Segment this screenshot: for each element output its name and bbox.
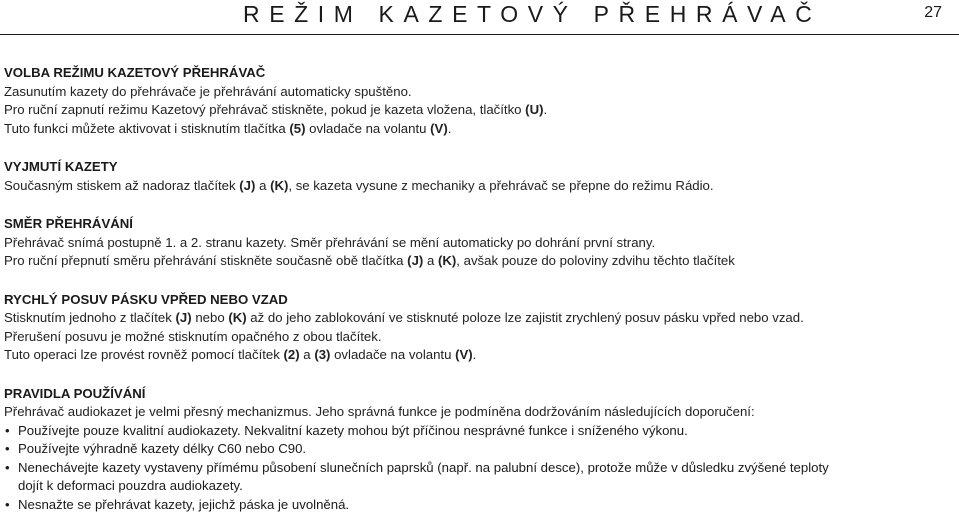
button-reference: (K) <box>270 177 289 193</box>
section-volba <box>4 64 956 138</box>
button-reference: (J) <box>175 310 192 325</box>
button-reference: (V) <box>455 347 473 362</box>
list-item <box>4 440 956 459</box>
list-item <box>4 496 956 515</box>
list-item <box>4 422 956 441</box>
text-run: , se kazeta vysune z mechaniky a přehrávač se přepne do režimu Rádio. <box>288 177 714 193</box>
paragraph-line: Přerušení posuvu je možné stisknutím opačného z obou tlačítek. <box>4 328 382 344</box>
text-run: až do jeho zablokování ve stisknuté poloze lze zajistit zrychlený posuv pásku vpřed nebo vzad. <box>246 310 804 325</box>
paragraph-line <box>4 309 956 328</box>
paragraph-line <box>4 101 956 120</box>
text-run: Pro ruční přepnutí směru přehrávání stiskněte současně obě tlačítka <box>4 253 408 268</box>
section-vyjmuti <box>4 158 956 195</box>
button-reference: (2) <box>283 347 300 362</box>
text-run: Pro ruční zapnutí režimu Kazetový přehrávač stiskněte, pokud je kazeta vložena, tlačítko <box>4 102 526 117</box>
list-item-text: • Používejte výhradně kazety délky C60 nebo C90. <box>18 441 307 456</box>
section-heading: SMĚR PŘEHRÁVÁNÍ <box>4 216 133 231</box>
page-header <box>0 0 959 35</box>
paragraph-line <box>4 252 956 271</box>
text-run: ovladače na volantu <box>330 347 456 362</box>
list-item-text: • Nenechávejte kazety vystaveny přímému působení slunečních paprsků (např. na palubní desce), protože může v důsledku zvýšené teploty <box>18 459 829 475</box>
section-heading: PRAVIDLA POUŽÍVÁNÍ <box>4 385 146 401</box>
button-reference: (5) <box>289 120 306 136</box>
bullet-list <box>4 422 956 515</box>
document-body <box>4 64 956 514</box>
paragraph-line: Přehrávač snímá postupně 1. a 2. stranu kazety. Směr přehrávání se mění automaticky po dohrání první strany. <box>4 234 656 250</box>
paragraph-line <box>4 177 956 196</box>
text-run: . <box>472 347 477 362</box>
section-smer <box>4 215 956 271</box>
button-reference: (V) <box>430 120 448 136</box>
paragraph-line <box>4 120 956 139</box>
list-item-text: • Používejte pouze kvalitní audiokazety. Nekvalitní kazety mohou být příčinou nesprávné funkce i sníženého výkonu. <box>18 422 688 438</box>
section-posuv <box>4 291 956 365</box>
button-reference: (J) <box>239 177 256 193</box>
text-run: . <box>543 102 548 117</box>
list-item <box>4 459 956 496</box>
paragraph-line <box>4 346 956 365</box>
section-heading: VOLBA REŽIMU KAZETOVÝ PŘEHRÁVAČ <box>4 65 266 80</box>
section-heading: VYJMUTÍ KAZETY <box>4 159 118 174</box>
button-reference: (3) <box>314 347 331 362</box>
button-reference: (K) <box>437 253 457 268</box>
paragraph-line: Přehrávač audiokazet je velmi přesný mechanizmus. Jeho správná funkce je podmíněna dodržováním následujících doporučení: <box>4 404 755 419</box>
page-number: 27 <box>924 4 942 21</box>
text-run: ovladače na volantu <box>305 120 431 136</box>
list-item-text: • Nesnažte se přehrávat kazety, jejichž páska je uvolněná. <box>18 496 350 512</box>
text-run: Tuto funkci můžete aktivovat i stisknutím tlačítka <box>4 120 290 136</box>
button-reference: (J) <box>407 253 424 268</box>
page-title: REŽIM KAZETOVÝ PŘEHRÁVAČ <box>243 1 822 27</box>
paragraph-line: Zasunutím kazety do přehrávače je přehrávání automaticky spuštěno. <box>4 83 412 99</box>
text-run: Současným stiskem až nadoraz tlačítek <box>4 177 240 193</box>
button-reference: (K) <box>228 310 247 325</box>
text-run: a <box>423 253 438 268</box>
text-run: a <box>299 347 315 362</box>
text-run: a <box>255 177 271 193</box>
text-run: Stisknutím jednoho z tlačítek <box>4 310 176 325</box>
text-run: Tuto operaci lze provést rovněž pomocí tlačítek <box>4 347 284 362</box>
section-pravidla <box>4 385 956 515</box>
section-heading: RYCHLÝ POSUV PÁSKU VPŘED NEBO VZAD <box>4 291 288 307</box>
text-run: nebo <box>191 310 229 325</box>
list-item-text: dojít k deformaci pouzdra audiokazety. <box>18 478 243 493</box>
text-run: . <box>447 120 452 136</box>
button-reference: (U) <box>525 102 544 117</box>
text-run: , avšak pouze do poloviny zdvihu těchto tlačítek <box>456 253 735 268</box>
